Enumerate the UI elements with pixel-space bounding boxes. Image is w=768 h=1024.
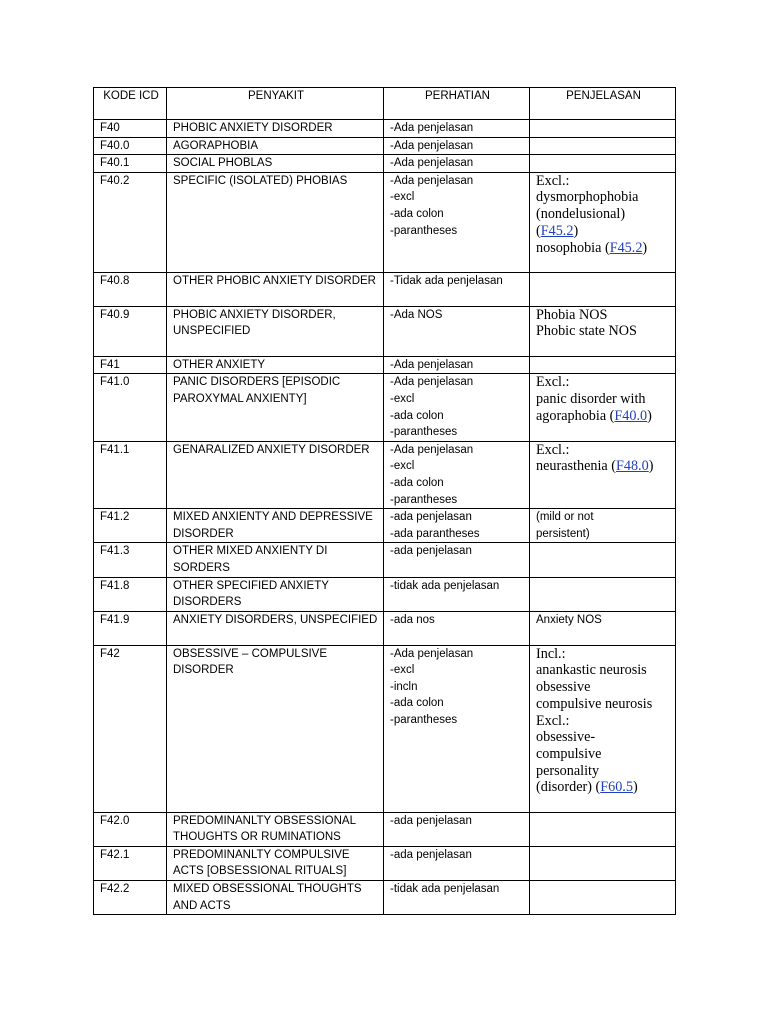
cell-perhatian — [384, 611, 530, 645]
cell-kode-icd: F40.9 — [94, 306, 167, 356]
cell-perhatian — [384, 846, 530, 880]
perhatian-line: -Ada penjelasan — [390, 376, 474, 389]
perhatian-line: -excl — [390, 191, 415, 204]
table-row — [94, 155, 676, 173]
penjelasan-text: (nondelusional) — [536, 206, 626, 223]
penjelasan-text: dysmorphophobia — [536, 189, 639, 206]
perhatian-line: -excl — [390, 392, 415, 405]
penjelasan-line — [536, 408, 671, 425]
penjelasan-line — [536, 391, 671, 408]
perhatian-line: -parantheses — [390, 224, 458, 237]
header-kode-icd: KODE ICD — [94, 88, 167, 120]
perhatian-line: -ada colon — [390, 697, 444, 710]
cell-penyakit: PREDOMINANLTY COMPULSIVE ACTS [OBSESSIONAL RITUALS] — [167, 846, 384, 880]
cell-penyakit: OTHER MIXED ANXIENTY DI SORDERS — [167, 543, 384, 577]
table-row — [94, 441, 676, 508]
icd-reference-link[interactable]: F48.0 — [615, 458, 649, 475]
table-body — [94, 120, 676, 915]
perhatian-line: -parantheses — [390, 714, 458, 727]
cell-kode-icd: F41.9 — [94, 611, 167, 645]
cell-penyakit: PANIC DISORDERS [EPISODIC PAROXYMAL ANXIENTY] — [167, 374, 384, 441]
perhatian-line: -Ada penjelasan — [390, 157, 474, 170]
cell-penjelasan — [530, 812, 676, 846]
table-row — [94, 306, 676, 356]
penjelasan-line — [536, 662, 671, 679]
cell-perhatian — [384, 356, 530, 374]
perhatian-line: -incln — [390, 680, 418, 693]
cell-perhatian — [384, 120, 530, 138]
penjelasan-line — [536, 240, 671, 257]
penjelasan-line — [536, 763, 671, 780]
cell-kode-icd: F40.1 — [94, 155, 167, 173]
penjelasan-text: neurasthenia ( — [536, 458, 616, 475]
cell-penjelasan — [530, 137, 676, 155]
cell-kode-icd: F42.0 — [94, 812, 167, 846]
perhatian-line: -ada penjelasan — [390, 511, 472, 524]
perhatian-line: -ada penjelasan — [390, 814, 472, 827]
perhatian-line: -ada colon — [390, 476, 444, 489]
cell-penjelasan — [530, 881, 676, 915]
penjelasan-text: compulsive neurosis — [536, 695, 653, 712]
table-row — [94, 172, 676, 272]
penjelasan-line — [536, 696, 671, 713]
penjelasan-text: panic disorder with — [536, 391, 646, 408]
cell-penjelasan — [530, 356, 676, 374]
table-row — [94, 356, 676, 374]
cell-kode-icd: F40 — [94, 120, 167, 138]
perhatian-line: -ada colon — [390, 409, 444, 422]
penjelasan-text: personality — [536, 762, 600, 779]
penjelasan-text: ) — [632, 779, 638, 796]
table-row — [94, 577, 676, 611]
penjelasan-text: Incl.: — [536, 645, 566, 662]
perhatian-line: -Ada penjelasan — [390, 174, 474, 187]
penjelasan-line — [536, 713, 671, 730]
cell-penjelasan — [530, 272, 676, 306]
cell-kode-icd: F41 — [94, 356, 167, 374]
perhatian-line: -Ada NOS — [390, 308, 443, 321]
cell-perhatian — [384, 881, 530, 915]
cell-perhatian — [384, 155, 530, 173]
cell-penjelasan — [530, 543, 676, 577]
cell-kode-icd: F42.1 — [94, 846, 167, 880]
cell-kode-icd: F41.1 — [94, 441, 167, 508]
cell-penjelasan — [530, 441, 676, 508]
cell-penyakit: ANXIETY DISORDERS, UNSPECIFIED — [167, 611, 384, 645]
perhatian-line: -ada penjelasan — [390, 545, 472, 558]
cell-kode-icd: F42.2 — [94, 881, 167, 915]
icd-reference-link[interactable]: F60.5 — [600, 779, 633, 796]
cell-penyakit: OTHER PHOBIC ANXIETY DISORDER — [167, 272, 384, 306]
penjelasan-text: anankastic neurosis — [536, 662, 647, 679]
penjelasan-text: ) — [573, 222, 579, 239]
cell-kode-icd: F40.8 — [94, 272, 167, 306]
penjelasan-line — [536, 779, 671, 796]
header-perhatian: PERHATIAN — [384, 88, 530, 120]
icd-reference-link[interactable]: F40.0 — [614, 407, 648, 424]
penjelasan-text: ) — [648, 458, 654, 475]
penjelasan-text: nosophobia ( — [536, 239, 610, 256]
table-row — [94, 137, 676, 155]
perhatian-line: -Ada penjelasan — [390, 647, 474, 660]
table-row — [94, 645, 676, 812]
perhatian-line: -parantheses — [390, 493, 458, 506]
perhatian-line: -ada parantheses — [390, 527, 480, 540]
table-header-row — [94, 88, 676, 120]
penjelasan-line — [536, 323, 671, 340]
cell-perhatian — [384, 509, 530, 543]
table-row — [94, 272, 676, 306]
table-row — [94, 120, 676, 138]
penjelasan-line — [536, 458, 671, 475]
penjelasan-line — [536, 612, 671, 629]
cell-perhatian — [384, 137, 530, 155]
penjelasan-text: Phobic state NOS — [536, 323, 637, 340]
cell-penjelasan — [530, 374, 676, 441]
cell-penyakit: PHOBIC ANXIETY DISORDER — [167, 120, 384, 138]
penjelasan-text: (mild or not — [536, 511, 594, 524]
cell-kode-icd: F41.0 — [94, 374, 167, 441]
cell-penjelasan — [530, 846, 676, 880]
cell-penyakit: AGORAPHOBIA — [167, 137, 384, 155]
cell-perhatian — [384, 577, 530, 611]
cell-perhatian — [384, 172, 530, 272]
table-row — [94, 812, 676, 846]
cell-penyakit: MIXED ANXIENTY AND DEPRESSIVE DISORDER — [167, 509, 384, 543]
penjelasan-line — [536, 223, 671, 240]
cell-kode-icd: F42 — [94, 645, 167, 812]
cell-perhatian — [384, 272, 530, 306]
penjelasan-line — [536, 189, 671, 206]
table-row — [94, 611, 676, 645]
cell-penjelasan — [530, 509, 676, 543]
cell-penyakit: SPECIFIC (ISOLATED) PHOBIAS — [167, 172, 384, 272]
perhatian-line: -tidak ada penjelasan — [390, 579, 500, 592]
perhatian-line: -Ada penjelasan — [390, 139, 474, 152]
icd-reference-link[interactable]: F45.2 — [540, 222, 574, 239]
penjelasan-line — [536, 746, 671, 763]
penjelasan-text: ( — [536, 222, 541, 239]
icd-reference-link[interactable]: F45.2 — [609, 239, 643, 256]
cell-perhatian — [384, 645, 530, 812]
penjelasan-text: Excl.: — [536, 441, 570, 458]
perhatian-line: -excl — [390, 664, 415, 677]
cell-perhatian — [384, 441, 530, 508]
perhatian-line: -Ada penjelasan — [390, 443, 474, 456]
cell-penyakit: SOCIAL PHOBLAS — [167, 155, 384, 173]
penjelasan-text: Excl.: — [536, 172, 570, 189]
perhatian-line: -ada nos — [390, 613, 435, 626]
penjelasan-line — [536, 679, 671, 696]
perhatian-line: -parantheses — [390, 426, 458, 439]
table-row — [94, 374, 676, 441]
penjelasan-line — [536, 646, 671, 663]
penjelasan-text: ) — [647, 407, 652, 424]
penjelasan-line — [536, 173, 671, 190]
cell-penyakit: OTHER SPECIFIED ANXIETY DISORDERS — [167, 577, 384, 611]
penjelasan-text: compulsive — [536, 745, 602, 762]
cell-perhatian — [384, 306, 530, 356]
header-penyakit: PENYAKIT — [167, 88, 384, 120]
penjelasan-line — [536, 509, 671, 526]
perhatian-line: -Tidak ada penjelasan — [390, 274, 503, 287]
table-row — [94, 509, 676, 543]
penjelasan-line — [536, 729, 671, 746]
cell-perhatian — [384, 543, 530, 577]
cell-kode-icd: F40.2 — [94, 172, 167, 272]
penjelasan-text: persistent) — [536, 527, 590, 540]
cell-penyakit: PREDOMINANLTY OBSESSIONAL THOUGHTS OR RUMINATIONS — [167, 812, 384, 846]
penjelasan-line — [536, 374, 671, 391]
perhatian-line: -Ada penjelasan — [390, 122, 474, 134]
cell-penyakit: MIXED OBSESSIONAL THOUGHTS AND ACTS — [167, 881, 384, 915]
cell-perhatian — [384, 374, 530, 441]
header-penjelasan: PENJELASAN — [530, 88, 676, 120]
table-row — [94, 846, 676, 880]
cell-penjelasan — [530, 306, 676, 356]
cell-penjelasan — [530, 172, 676, 272]
perhatian-line: -tidak ada penjelasan — [390, 883, 500, 896]
penjelasan-text: Excl.: — [536, 374, 570, 391]
penjelasan-text: Excl.: — [536, 712, 570, 729]
penjelasan-text: Anxiety NOS — [536, 613, 602, 626]
cell-kode-icd: F41.8 — [94, 577, 167, 611]
penjelasan-text: agoraphobia ( — [536, 407, 615, 424]
perhatian-line: -ada penjelasan — [390, 848, 472, 861]
cell-kode-icd: F40.0 — [94, 137, 167, 155]
icd-table — [93, 87, 676, 915]
cell-penjelasan — [530, 611, 676, 645]
cell-kode-icd: F41.3 — [94, 543, 167, 577]
penjelasan-line — [536, 526, 671, 543]
penjelasan-line — [536, 206, 671, 223]
cell-penjelasan — [530, 645, 676, 812]
cell-penyakit: PHOBIC ANXIETY DISORDER, UNSPECIFIED — [167, 306, 384, 356]
penjelasan-line — [536, 442, 671, 459]
penjelasan-text: Phobia NOS — [536, 306, 608, 323]
perhatian-line: -ada colon — [390, 207, 444, 220]
penjelasan-text: (disorder) ( — [536, 779, 601, 796]
cell-penyakit: GENARALIZED ANXIETY DISORDER — [167, 441, 384, 508]
penjelasan-line — [536, 307, 671, 324]
penjelasan-text: ) — [642, 239, 648, 256]
cell-penjelasan — [530, 155, 676, 173]
cell-penjelasan — [530, 577, 676, 611]
table-row — [94, 881, 676, 915]
penjelasan-text: obsessive — [536, 679, 591, 696]
cell-perhatian — [384, 812, 530, 846]
perhatian-line: -Ada penjelasan — [390, 358, 474, 371]
table-row — [94, 543, 676, 577]
cell-penyakit: OTHER ANXIETY — [167, 356, 384, 374]
cell-kode-icd: F41.2 — [94, 509, 167, 543]
cell-penyakit: OBSESSIVE – COMPULSIVE DISORDER — [167, 645, 384, 812]
penjelasan-text: obsessive- — [536, 729, 596, 746]
perhatian-line: -excl — [390, 460, 415, 473]
cell-penjelasan — [530, 120, 676, 138]
